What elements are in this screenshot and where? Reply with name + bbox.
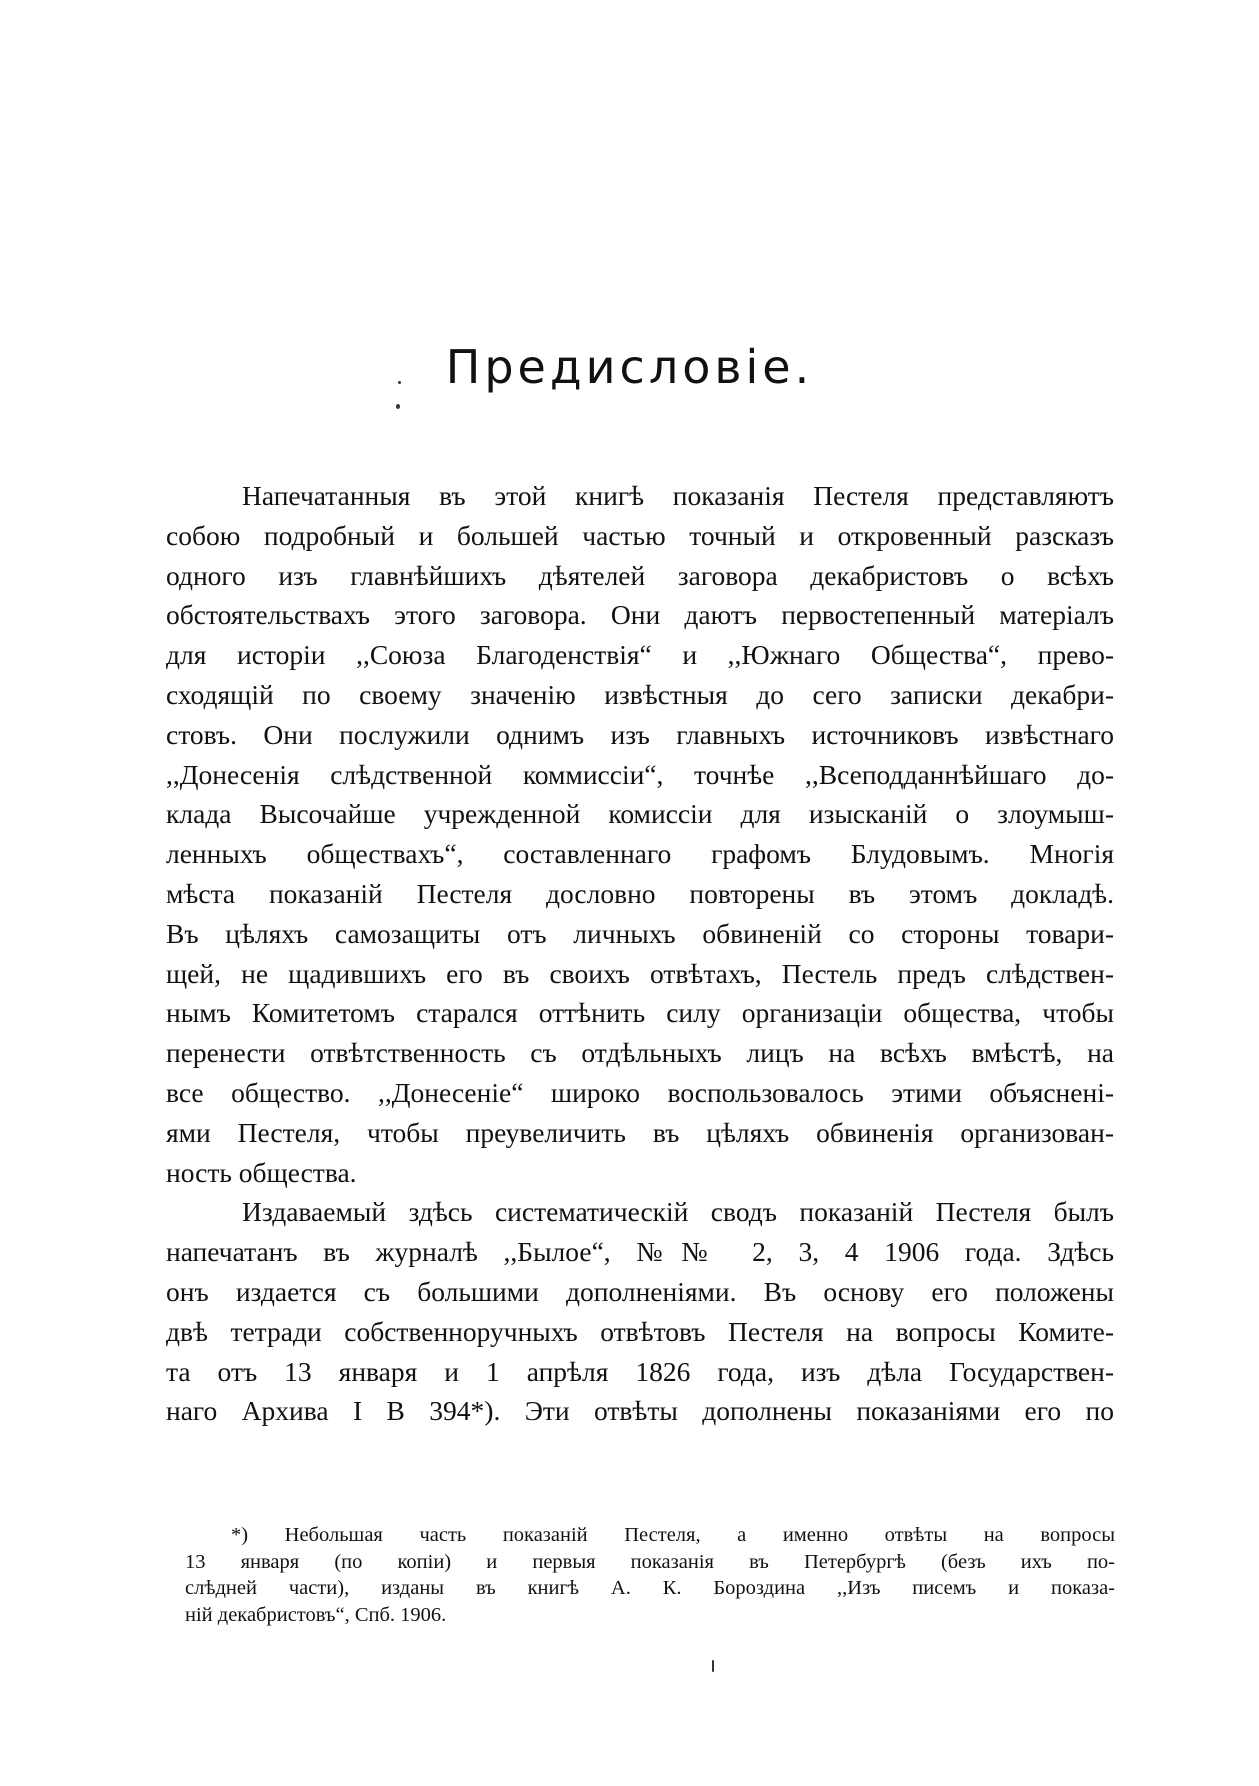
text-line: ,,Донесенія слѣдственной коммиссіи“, точнѣе ,,Всеподданнѣйшаго до- bbox=[166, 758, 1114, 790]
text-line: та отъ 13 января и 1 апрѣля 1826 года, изъ дѣла Государствен- bbox=[166, 1355, 1114, 1387]
paragraph-1 bbox=[166, 476, 1114, 1192]
text-line: двѣ тетради собственноручныхъ отвѣтовъ Пестеля на вопросы Комите- bbox=[166, 1315, 1114, 1347]
text-line: Въ цѣляхъ самозащиты отъ личныхъ обвиненій со стороны товари- bbox=[166, 917, 1114, 949]
footnote-line: слѣдней части), изданы въ книгѣ А. К. Бороздина ,,Изъ писемъ и показа- bbox=[185, 1577, 1115, 1599]
text-line: щей, не щадившихъ его въ своихъ отвѣтахъ, Пестель предъ слѣдствен- bbox=[166, 957, 1114, 989]
text-line: все общество. ,,Донесеніе“ широко воспользовалось этими объясненi- bbox=[166, 1076, 1114, 1108]
paragraph-2 bbox=[166, 1192, 1114, 1431]
text-line: Напечатанныя въ этой книгѣ показанія Пестеля представляютъ bbox=[242, 480, 1114, 511]
text-line: клада Высочайше учрежденной комиссіи для изысканій о злоумыш- bbox=[166, 798, 1114, 830]
text-line: собою подробный и большей частью точный и откровенный разсказъ bbox=[166, 519, 1114, 551]
footnote-line: 13 января (по копіи) и первыя показанія въ Петербургѣ (безъ ихъ по- bbox=[185, 1550, 1115, 1573]
footnote-line: ній декабристовъ“, Спб. 1906. bbox=[185, 1603, 447, 1626]
footnote bbox=[185, 1522, 1115, 1628]
text-line: сходящій по своему значенію извѣстныя до сего записки декабри- bbox=[166, 678, 1114, 710]
text-line: ями Пестеля, чтобы преувеличить въ цѣляхъ обвиненія организован- bbox=[166, 1116, 1114, 1148]
text-line: онъ издается съ большими дополненіями. Въ основу его положены bbox=[166, 1275, 1114, 1307]
print-speck bbox=[398, 381, 401, 384]
text-line: наго Архива I В 394*). Эти отвѣты дополнены показаніями его по bbox=[166, 1395, 1114, 1427]
text-line: ность общества. bbox=[166, 1156, 357, 1188]
text-line: стовъ. Они послужили однимъ изъ главныхъ источниковъ извѣстнаго bbox=[166, 718, 1114, 750]
text-line: ленныхъ обществахъ“, составленнаго графомъ Блудовымъ. Многія bbox=[166, 838, 1114, 870]
page-title: Предисловіе. bbox=[445, 340, 814, 394]
print-speck bbox=[712, 1660, 714, 1672]
text-line: для исторіи ,,Союза Благоденствія“ и ,,Южнаго Общества“, прево- bbox=[166, 639, 1114, 671]
text-line: нымъ Комитетомъ старался оттѣнить силу организаціи общества, чтобы bbox=[166, 997, 1114, 1029]
text-line: обстоятельствахъ этого заговора. Они даютъ первостепенный матеріалъ bbox=[166, 599, 1114, 631]
text-line: перенести отвѣтственность съ отдѣльныхъ лицъ на всѣхъ вмѣстѣ, на bbox=[166, 1037, 1114, 1069]
footnote-line: *) Небольшая часть показаній Пестеля, а именно отвѣты на вопросы bbox=[231, 1524, 1115, 1546]
text-line: напечатанъ въ журналѣ ,,Былое“, №№ 2, 3, 4 1906 года. Здѣсь bbox=[166, 1236, 1114, 1268]
text-line: Издаваемый здѣсь систематическій сводъ показаній Пестеля былъ bbox=[242, 1196, 1114, 1228]
text-line: одного изъ главнѣйшихъ дѣятелей заговора декабристовъ о всѣхъ bbox=[166, 559, 1114, 591]
print-speck bbox=[396, 404, 400, 409]
text-line: мѣста показаній Пестеля дословно повторены въ этомъ докладѣ. bbox=[166, 877, 1114, 909]
body-text bbox=[166, 476, 1114, 1431]
